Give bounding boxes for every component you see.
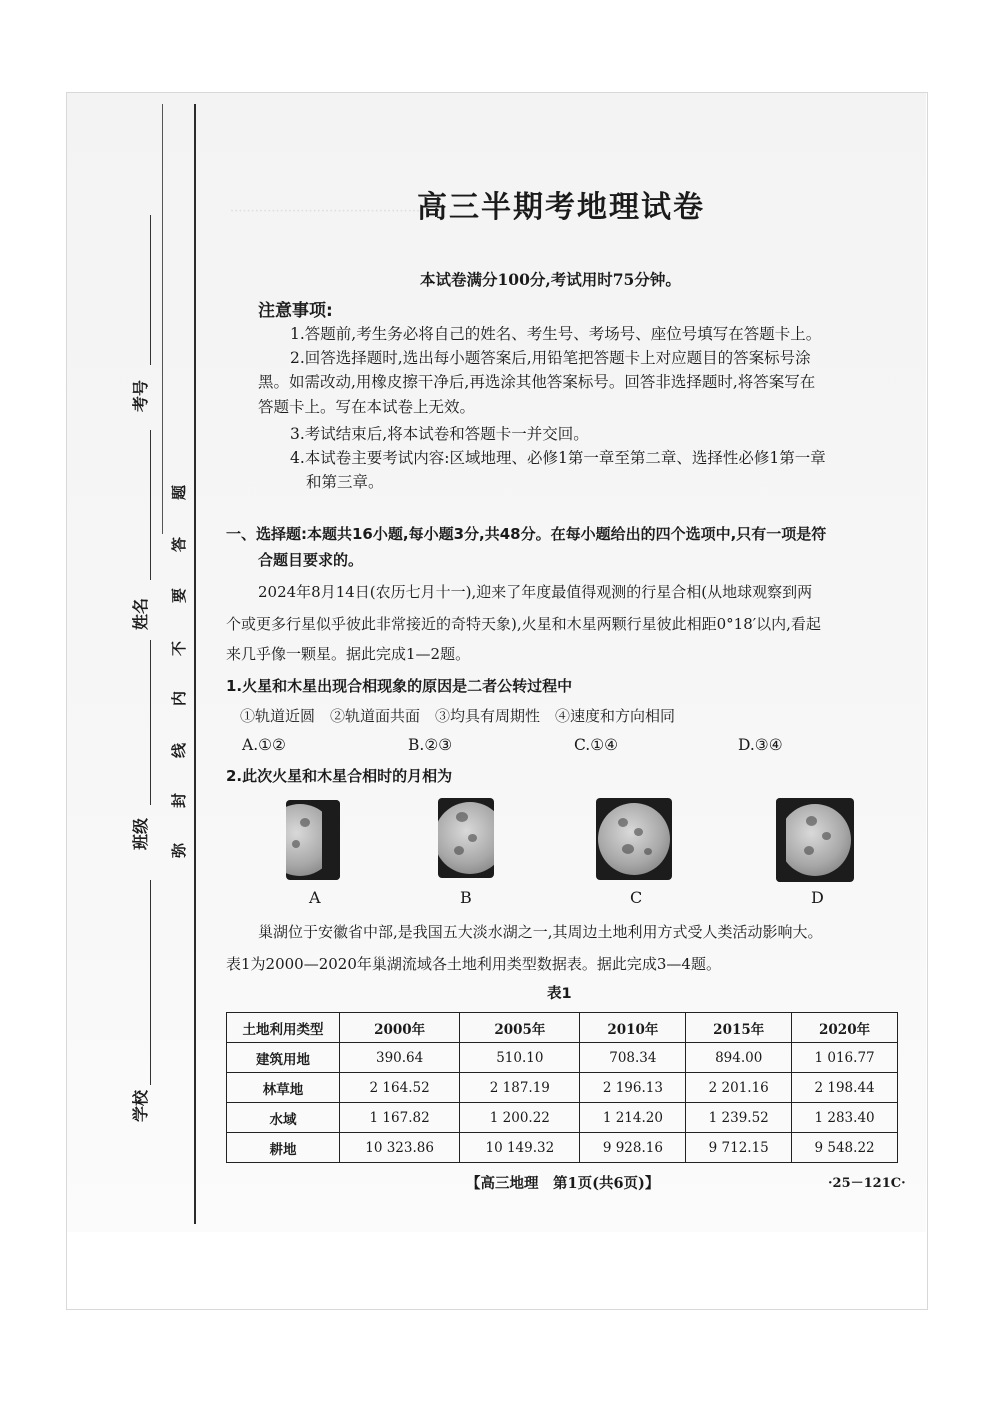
moon-phase-image-c bbox=[596, 798, 672, 880]
seal-char: 题 bbox=[170, 484, 189, 501]
binding-line bbox=[194, 104, 196, 1224]
exam-subtitle: 本试卷满分100分,考试用时75分钟。 bbox=[420, 270, 681, 289]
seal-char: 弥 bbox=[170, 842, 189, 859]
table-cell: 10 323.86 bbox=[340, 1133, 460, 1163]
moon-label-c: C bbox=[630, 888, 643, 907]
seal-char: 封 bbox=[170, 792, 189, 809]
binding-line-inner bbox=[162, 104, 163, 534]
table-header-cell: 2020年 bbox=[792, 1013, 898, 1043]
table-row bbox=[227, 1073, 898, 1103]
question-stem: 1.火星和木星出现合相现象的原因是二者公转过程中 bbox=[226, 677, 573, 695]
moon-label-d: D bbox=[811, 888, 824, 907]
table-cell: 水域 bbox=[227, 1103, 340, 1133]
option-c: C.①④ bbox=[574, 736, 619, 754]
page-footer: 【高三地理 第1页(共6页)】 bbox=[466, 1175, 660, 1192]
option-d: D.③④ bbox=[738, 736, 783, 754]
table-header-cell: 2010年 bbox=[580, 1013, 686, 1043]
table-cell: 390.64 bbox=[340, 1043, 460, 1073]
table-cell: 耕地 bbox=[227, 1133, 340, 1163]
table-cell: 1 200.22 bbox=[460, 1103, 580, 1133]
table-cell: 9 928.16 bbox=[580, 1133, 686, 1163]
table-cell: 1 167.82 bbox=[340, 1103, 460, 1133]
table-cell: 2 196.13 bbox=[580, 1073, 686, 1103]
table-header-cell: 2015年 bbox=[686, 1013, 792, 1043]
moon-label-a: A bbox=[309, 888, 321, 907]
notice-item: 和第三章。 bbox=[306, 473, 384, 491]
paper-code: ·25－121C· bbox=[828, 1176, 906, 1191]
notice-item: 1.答题前,考生务必将自己的姓名、考生号、考场号、座位号填写在答题卡上。 bbox=[290, 325, 822, 343]
option-b: B.②③ bbox=[408, 736, 453, 754]
table-cell: 2 201.16 bbox=[686, 1073, 792, 1103]
notice-item: 黑。如需改动,用橡皮擦干净后,再选涂其他答案标号。回答非选择题时,将答案写在 bbox=[258, 373, 816, 391]
notice-item: 4.本试卷主要考试内容:区域地理、必修1第一章至第二章、选择性必修1第一章 bbox=[290, 449, 826, 467]
notice-heading: 注意事项: bbox=[258, 301, 333, 321]
table-cell: 2 187.19 bbox=[460, 1073, 580, 1103]
table-caption: 表1 bbox=[547, 986, 572, 1002]
table-cell: 1 239.52 bbox=[686, 1103, 792, 1133]
land-use-table bbox=[226, 1012, 898, 1163]
table-row bbox=[227, 1043, 898, 1073]
xuexiao-label: 学校 bbox=[131, 1089, 150, 1122]
moon-phase-image-d bbox=[776, 798, 854, 882]
table-cell: 1 016.77 bbox=[792, 1043, 898, 1073]
seal-char: 不 bbox=[170, 640, 189, 657]
table-cell: 2 164.52 bbox=[340, 1073, 460, 1103]
seal-char: 内 bbox=[170, 690, 189, 707]
moon-phase-image-b bbox=[438, 798, 494, 878]
table-cell: 708.34 bbox=[580, 1043, 686, 1073]
table-cell: 1 214.20 bbox=[580, 1103, 686, 1133]
table-header-cell: 2005年 bbox=[460, 1013, 580, 1043]
table-cell: 510.10 bbox=[460, 1043, 580, 1073]
passage-text: 2024年8月14日(农历七月十一),迎来了年度最值得观测的行星合相(从地球观察到两 bbox=[258, 583, 813, 601]
notice-item: 3.考试结束后,将本试卷和答题卡一并交回。 bbox=[290, 425, 589, 443]
passage-text: 来几乎像一颗星。据此完成1—2题。 bbox=[226, 645, 471, 663]
question-choices: ①轨道近圆 ②轨道面共面 ③均具有周期性 ④速度和方向相同 bbox=[240, 707, 676, 725]
option-a: A.①② bbox=[242, 736, 286, 754]
kaohao-blank bbox=[150, 215, 151, 365]
section-heading-cont: 合题目要求的。 bbox=[258, 551, 364, 569]
notice-item: 答题卡上。写在本试卷上无效。 bbox=[258, 398, 476, 416]
moon-phase-image-a bbox=[286, 800, 340, 880]
seal-char: 线 bbox=[170, 742, 189, 759]
table-cell: 2 198.44 bbox=[792, 1073, 898, 1103]
page-title: 高三半期考地理试卷 bbox=[417, 190, 705, 225]
table-header-cell: 土地利用类型 bbox=[227, 1013, 340, 1043]
table-cell: 9 548.22 bbox=[792, 1133, 898, 1163]
table-cell: 林草地 bbox=[227, 1073, 340, 1103]
kaohao-label: 考号 bbox=[131, 379, 150, 412]
banji-label: 班级 bbox=[131, 817, 150, 850]
passage-text: 表1为2000—2020年巢湖流域各土地利用类型数据表。据此完成3—4题。 bbox=[226, 955, 721, 973]
table-row bbox=[227, 1103, 898, 1133]
bleed-through: ··············································· bbox=[230, 204, 425, 219]
moon-label-b: B bbox=[460, 888, 472, 907]
passage-text: 个或更多行星似乎彼此非常接近的奇特天象),火星和木星两颗行星彼此相距0°18′以内,看起 bbox=[226, 615, 821, 633]
table-header-row bbox=[227, 1013, 898, 1043]
table-cell: 建筑用地 bbox=[227, 1043, 340, 1073]
notice-item: 2.回答选择题时,选出每小题答案后,用铅笔把答题卡上对应题目的答案标号涂 bbox=[290, 349, 811, 367]
passage-text: 巢湖位于安徽省中部,是我国五大淡水湖之一,其周边土地利用方式受人类活动影响大。 bbox=[258, 923, 823, 941]
question-stem: 2.此次火星和木星合相时的月相为 bbox=[226, 767, 453, 785]
table-header-cell: 2000年 bbox=[340, 1013, 460, 1043]
seal-char: 答 bbox=[170, 536, 189, 553]
table-row bbox=[227, 1133, 898, 1163]
table-cell: 9 712.15 bbox=[686, 1133, 792, 1163]
table-cell: 894.00 bbox=[686, 1043, 792, 1073]
table-cell: 10 149.32 bbox=[460, 1133, 580, 1163]
xingming-label: 姓名 bbox=[131, 597, 150, 630]
xuexiao-blank bbox=[150, 880, 151, 1085]
banji-blank bbox=[150, 640, 151, 805]
table-cell: 1 283.40 bbox=[792, 1103, 898, 1133]
seal-char: 要 bbox=[170, 587, 189, 604]
xingming-blank bbox=[150, 430, 151, 580]
section-heading: 一、选择题:本题共16小题,每小题3分,共48分。在每小题给出的四个选项中,只有一项是符 bbox=[226, 525, 827, 543]
